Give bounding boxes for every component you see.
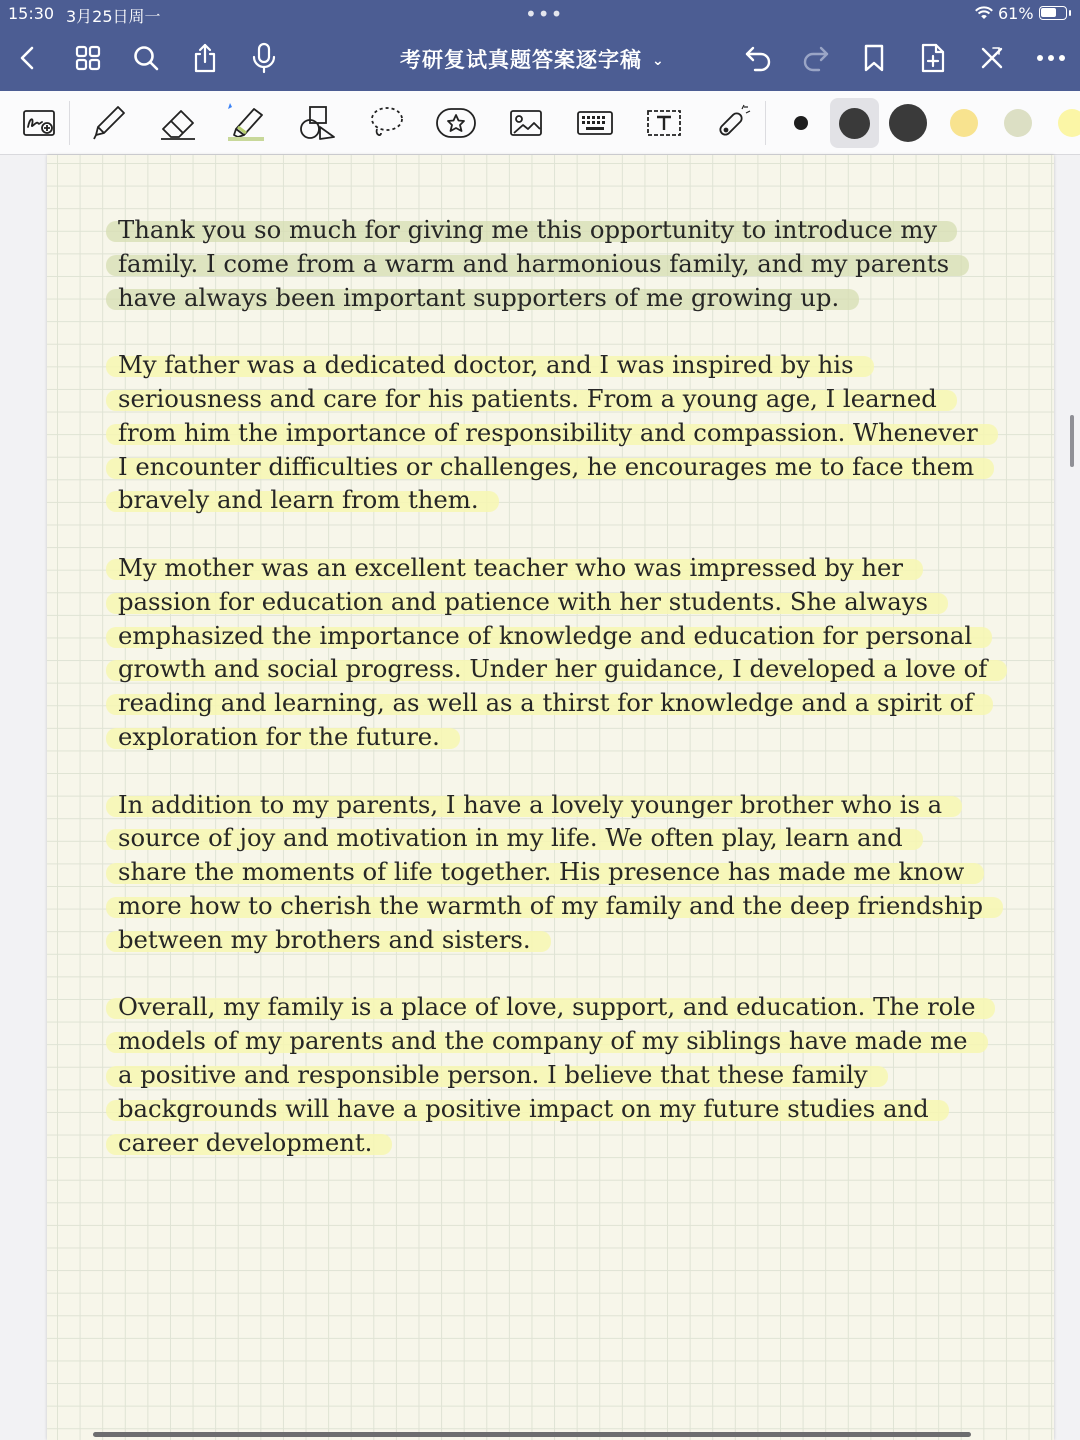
- status-date: 3月25日周一: [66, 7, 161, 26]
- handwritten-text-block[interactable]: [116, 213, 1016, 1193]
- text-line: [116, 213, 1016, 247]
- undo-icon[interactable]: [738, 38, 778, 78]
- add-page-icon[interactable]: [913, 38, 953, 78]
- highlighted-text: family. I come from a warm and harmonious family, and my parents: [116, 249, 957, 278]
- home-indicator[interactable]: [93, 1432, 971, 1437]
- text-line: [116, 348, 1016, 382]
- grid-icon[interactable]: [68, 38, 108, 78]
- text-line: [116, 1024, 1016, 1058]
- text-box-icon[interactable]: [640, 99, 688, 147]
- share-icon[interactable]: [185, 38, 225, 78]
- highlighted-text: passion for education and patience with her students. She always: [116, 587, 936, 616]
- highlighted-text: My father was a dedicated doctor, and I was inspired by his: [116, 350, 862, 379]
- bookmark-icon[interactable]: [854, 38, 894, 78]
- wifi-icon: [974, 5, 994, 24]
- multitasking-dots-icon[interactable]: •••: [525, 2, 564, 26]
- text-line: [116, 416, 1016, 450]
- highlighted-text: have always been important supporters of me growing up.: [116, 283, 847, 312]
- text-line: [116, 923, 1016, 957]
- shapes-icon[interactable]: [293, 99, 341, 147]
- highlighted-text: Thank you so much for giving me this opportunity to introduce my: [116, 215, 945, 244]
- pen-size-small-dot[interactable]: [794, 116, 808, 130]
- paragraph: [116, 213, 1016, 314]
- pen-icon[interactable]: [84, 99, 132, 147]
- text-line: [116, 281, 1016, 315]
- top-bar: [0, 0, 1080, 91]
- toolbar-divider: [765, 101, 766, 145]
- highlighted-text: I encounter difficulties or challenges, he encourages me to face them: [116, 452, 982, 481]
- text-line: [116, 1058, 1016, 1092]
- search-icon[interactable]: [126, 38, 166, 78]
- text-line: [116, 585, 1016, 619]
- text-line: [116, 855, 1016, 889]
- image-icon[interactable]: [502, 99, 550, 147]
- highlighted-text: more how to cherish the warmth of my family and the deep friendship: [116, 891, 991, 920]
- sticker-icon[interactable]: [432, 99, 480, 147]
- highlighted-text: growth and social progress. Under her guidance, I developed a love of: [116, 654, 995, 683]
- text-line: [116, 619, 1016, 653]
- pen-size-large-dot[interactable]: [889, 104, 927, 142]
- highlighter-icon[interactable]: [222, 99, 270, 147]
- highlighted-text: exploration for the future.: [116, 722, 448, 751]
- eraser-icon[interactable]: [154, 99, 202, 147]
- highlighted-text: My mother was an excellent teacher who was impressed by her: [116, 553, 911, 582]
- document-title: 考研复试真题答案逐字稿: [400, 48, 642, 72]
- highlighted-text: Overall, my family is a place of love, support, and education. The role: [116, 992, 983, 1021]
- pen-size-medium-dot[interactable]: [839, 108, 870, 139]
- highlighted-text: models of my parents and the company of my siblings have made me: [116, 1026, 976, 1055]
- keyboard-icon[interactable]: [571, 99, 619, 147]
- text-line: [116, 889, 1016, 923]
- microphone-icon[interactable]: [244, 38, 284, 78]
- text-line: [116, 483, 1016, 517]
- battery-percent: 61%: [998, 4, 1034, 23]
- text-line: [116, 1092, 1016, 1126]
- text-line: [116, 247, 1016, 281]
- text-line: [116, 382, 1016, 416]
- paragraph: [116, 348, 1016, 517]
- toolbar-divider: [69, 101, 70, 145]
- highlighted-text: reading and learning, as well as a thirst for knowledge and a spirit of: [116, 688, 981, 717]
- close-icon[interactable]: [972, 38, 1012, 78]
- battery-icon: [1039, 6, 1067, 20]
- handwriting-convert-icon[interactable]: [16, 99, 64, 147]
- highlighted-text: seriousness and care for his patients. From a young age, I learned: [116, 384, 945, 413]
- text-line: [116, 686, 1016, 720]
- paragraph: [116, 551, 1016, 754]
- paragraph: [116, 990, 1016, 1159]
- back-icon[interactable]: [8, 38, 48, 78]
- lasso-icon[interactable]: [363, 99, 411, 147]
- redo-icon[interactable]: [796, 38, 836, 78]
- text-line: [116, 990, 1016, 1024]
- highlighted-text: emphasized the importance of knowledge and education for personal: [116, 621, 980, 650]
- document-title-dropdown[interactable]: [400, 44, 665, 74]
- vertical-scrollbar[interactable]: [1070, 415, 1074, 467]
- more-icon[interactable]: [1031, 38, 1071, 78]
- highlighted-text: share the moments of life together. His presence has made me know: [116, 857, 972, 886]
- highlighted-text: backgrounds will have a positive impact on my future studies and: [116, 1094, 937, 1123]
- text-line: [116, 450, 1016, 484]
- status-time: 15:30: [8, 4, 55, 23]
- highlighted-text: bravely and learn from them.: [116, 485, 487, 514]
- status-bar: [0, 0, 1080, 28]
- highlighted-text: In addition to my parents, I have a lovely younger brother who is a: [116, 790, 950, 819]
- text-line: [116, 788, 1016, 822]
- text-line: [116, 1126, 1016, 1160]
- tool-bar: [0, 91, 1080, 155]
- text-line: [116, 720, 1016, 754]
- highlighted-text: career development.: [116, 1128, 380, 1157]
- text-line: [116, 821, 1016, 855]
- color-swatch-sage[interactable]: [1004, 109, 1032, 137]
- highlighted-text: a positive and responsible person. I believe that these family: [116, 1060, 876, 1089]
- text-line: [116, 652, 1016, 686]
- color-swatch-light-yellow[interactable]: [1058, 109, 1080, 137]
- highlighted-text: between my brothers and sisters.: [116, 925, 539, 954]
- text-line: [116, 551, 1016, 585]
- highlighted-text: source of joy and motivation in my life. We often play, learn and: [116, 823, 911, 852]
- color-swatch-yellow[interactable]: [950, 109, 978, 137]
- paragraph: [116, 788, 1016, 957]
- chevron-down-icon: ⌄: [652, 53, 665, 69]
- highlighted-text: from him the importance of responsibility and compassion. Whenever: [116, 418, 986, 447]
- laser-pointer-icon[interactable]: [708, 99, 756, 147]
